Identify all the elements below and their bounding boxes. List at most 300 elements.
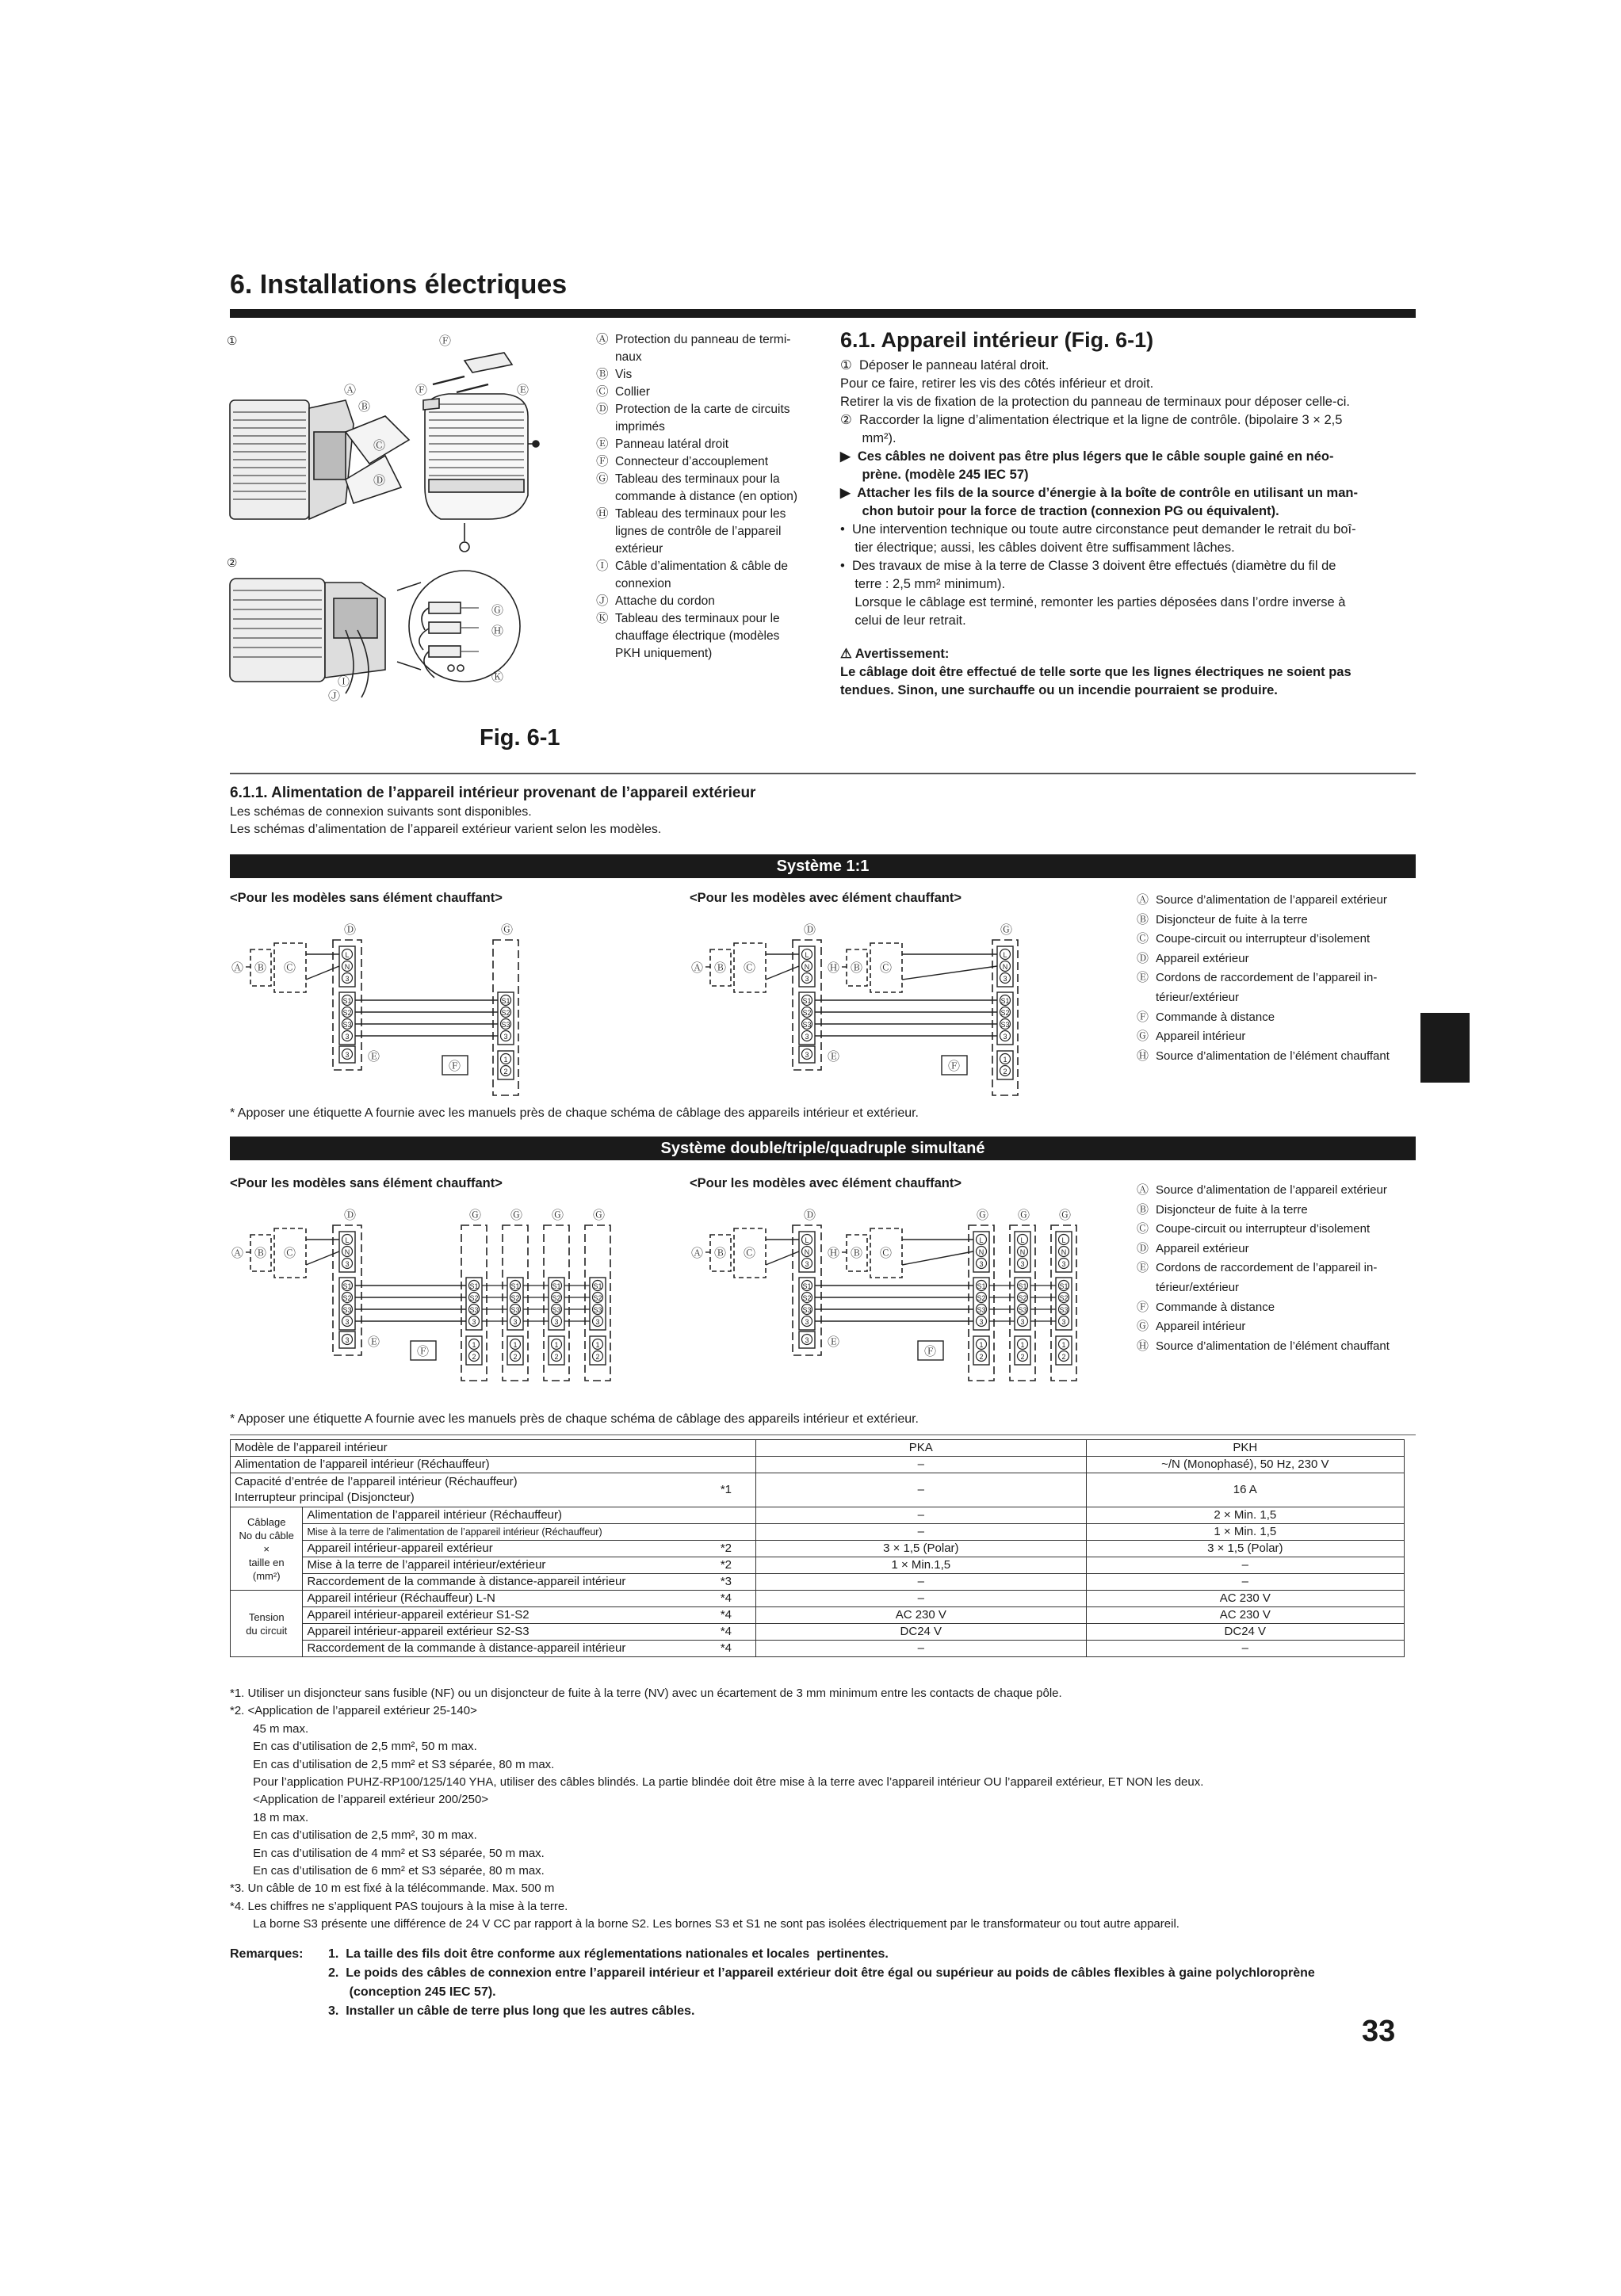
footnote-line: *1. Utiliser un disjoncteur sans fusible (NF) ou un disjoncteur de fuite à la terre (NV) avec un écartement de 3 mm minimum entre les contacts de chaque pôle. [230,1687,1062,1700]
remark-item: (conception 245 IEC 57). [328,1985,496,1999]
s611-line-2: Les schémas d’alimentation de l’appareil extérieur varient selon les modèles. [230,823,662,836]
legend-item [596,558,810,575]
legend-item [596,366,810,384]
terminal-label: S2 [552,1294,561,1302]
terminal-label: S2 [1059,1294,1069,1302]
footnote-line: En cas d’utilisation de 2,5 mm², 30 m max. [230,1828,477,1843]
footnotes [230,1685,1203,1934]
warning-line-1: Le câblage doit être effectué de telle sorte que les lignes électriques ne soient pas [840,665,1351,679]
legend-item [1137,1220,1422,1240]
legend-item [596,575,810,593]
row-label: Appareil intérieur-appareil extérieur [307,1541,493,1555]
s61-line: celui de leur retrait. [840,613,966,628]
terminal-label: S1 [510,1282,520,1290]
label-b: Ⓑ [254,1247,267,1260]
row-label: Alimentation de l’appareil intérieur (Réchauffeur) [307,1508,562,1522]
row-mark: *4 [720,1641,732,1655]
table-cell [303,1624,756,1641]
label-c: Ⓒ [744,1247,756,1260]
terminal-label: L [805,951,809,959]
legend-key: Ⓒ [1137,1222,1149,1236]
legend-key: Ⓑ [1137,912,1149,926]
capacity-mark: *1 [720,1483,732,1496]
sys2-diagram-no-heater [228,1205,672,1391]
table-cell: – [756,1507,1087,1524]
sys2-legend [1137,1181,1422,1356]
table-row [231,1541,1405,1557]
label-f: Ⓕ [948,1060,961,1073]
legend-key: Ⓗ [596,507,609,521]
fig-6-1-drawing [227,329,591,701]
warning-title: Avertissement: [854,647,950,661]
table-cell: AC 230 V [756,1607,1087,1624]
table-cell: Alimentation de l’appareil intérieur (Réchauffeur) [231,1457,756,1473]
s61-line: terre : 2,5 mm² minimum). [840,577,1006,591]
table-row [231,1457,1405,1473]
legend-item [1137,1240,1422,1259]
terminal-label: 2 [1020,1353,1025,1361]
terminal-label: S1 [1059,1282,1069,1290]
terminal-label: S1 [1018,1282,1027,1290]
row-mark: *4 [720,1625,732,1638]
terminal-label: S3 [1018,1306,1027,1314]
legend-key: Ⓒ [596,385,609,399]
legend-text: imprimés [615,420,665,434]
footnote-line: Pour l’application PUHZ-RP100/125/140 YHA, utiliser des câbles blindés. La partie blindée doit être mise à la terre avec l’appareil intérieur OU l’appareil extérieur, ET NON les deux. [230,1775,1204,1790]
legend-key [596,488,615,506]
table-cell: AC 230 V [1086,1591,1404,1607]
terminal-label: 3 [345,1318,350,1326]
terminal-label: S1 [1000,997,1010,1005]
label-b: Ⓑ [714,1247,727,1260]
legend-key: Ⓙ [596,594,609,608]
s611-title: 6.1.1. Alimentation de l’appareil intérieur provenant de l’appareil extérieur [230,785,756,801]
terminal-label: S2 [501,1009,510,1017]
terminal-label: S3 [1000,1021,1010,1029]
legend-text: Appareil extérieur [1156,1241,1249,1255]
terminal-label: 1 [503,1056,508,1064]
s61-line: ① Déposer le panneau latéral droit. [840,358,1049,372]
system-1-1-bar: Système 1:1 [230,854,1416,878]
heater-wire [902,966,997,980]
table-row [231,1624,1405,1641]
label-a: Ⓐ [691,961,704,975]
table-cell [303,1541,756,1557]
terminal-label: 1 [472,1341,476,1349]
sys1-diagram-with-heater [688,919,1021,1106]
legend-item [596,488,810,506]
section-tab-marker [1420,1013,1470,1083]
legend-text: Tableau des terminaux pour le [615,612,780,625]
table-row [231,1641,1405,1657]
legend-key: Ⓓ [1137,1241,1149,1255]
legend-item [1137,1027,1422,1047]
callout-c: Ⓒ [373,439,386,453]
system-multi-bar: Système double/triple/quadruple simultané [230,1137,1416,1160]
legend-key [596,575,615,593]
breaker-label: Interrupteur principal (Disjoncteur) [235,1491,415,1504]
legend-item [596,506,810,523]
s61-line: Pour ce faire, retirer les vis des côtés inférieur et droit. [840,376,1154,391]
terminal-label: S1 [802,997,812,1005]
legend-item [1137,1278,1422,1298]
label-g: Ⓖ [593,1209,606,1222]
table-cell [303,1607,756,1624]
table-cell: – [756,1591,1087,1607]
label-b: Ⓑ [714,961,727,975]
table-cell: – [1086,1641,1404,1657]
table-cell: – [756,1473,1087,1507]
terminal-label: S3 [501,1021,510,1029]
spec-table [230,1439,1405,1657]
terminal-label: S1 [977,1282,986,1290]
terminal-label: 1 [979,1341,984,1349]
header-rule [230,309,1416,318]
terminal-label: 3 [1003,1033,1007,1041]
terminal-label: S2 [342,1294,352,1302]
legend-item [596,384,810,401]
table-cell [303,1641,756,1657]
terminal-label: 3 [345,1336,350,1344]
legend-text: Appareil extérieur [1156,951,1249,965]
label-g: Ⓖ [1000,923,1013,937]
terminal-label: 1 [554,1341,559,1349]
label-e: Ⓔ [368,1050,380,1064]
legend-key: Ⓚ [596,612,609,625]
s61-line: tier électrique; aussi, les câbles doivent être suffisamment lâches. [840,541,1235,555]
s61-title: 6.1. Appareil intérieur (Fig. 6-1) [840,328,1154,352]
sys1-left-heading: <Pour les modèles sans élément chauffant> [230,891,503,905]
terminal-label: S3 [977,1306,986,1314]
table-cell [303,1524,756,1541]
legend-key: Ⓔ [1137,1261,1149,1275]
terminal-label: L [1061,1236,1066,1244]
s61-line: Lorsque le câblage est terminé, remonter les parties déposées dans l’ordre inverse à [840,595,1346,609]
terminal-label: L [345,1236,350,1244]
callout-i: Ⓘ [338,675,350,689]
footnote-line: *3. Un câble de 10 m est fixé à la télécommande. Max. 500 m [230,1881,555,1896]
legend-item [1137,911,1422,930]
legend-key: Ⓖ [1137,1320,1149,1334]
terminal-label: 3 [979,1318,984,1326]
s61-line: • Une intervention technique ou toute autre circonstance peut demander le retrait du boî- [840,522,1356,537]
table-cell: – [1086,1574,1404,1591]
table-row [231,1507,1405,1524]
legend-text: Tableau des terminaux pour les [615,507,786,521]
terminal-label: 2 [979,1353,984,1361]
label-e: Ⓔ [368,1335,380,1349]
label-b: Ⓑ [851,1247,863,1260]
row-mark: *2 [720,1541,732,1555]
table-cell: – [1086,1557,1404,1574]
terminal-label: L [805,1236,809,1244]
legend-key [596,541,615,558]
legend-key: Ⓒ [1137,932,1149,946]
label-c: Ⓒ [880,1247,893,1260]
wire [306,966,339,980]
legend-text: Protection de la carte de circuits [615,403,790,416]
sys2-diagram-with-heater [688,1205,1132,1391]
wire [766,1251,799,1265]
row-label: Mise à la terre de l’appareil intérieur/extérieur [307,1558,546,1572]
legend-key [596,523,615,541]
terminal-label: S2 [510,1294,520,1302]
label-d: Ⓓ [804,1209,816,1222]
callout-h: Ⓗ [491,625,504,638]
terminal-label: S3 [342,1306,352,1314]
label-f: Ⓕ [417,1345,430,1358]
label-f: Ⓕ [924,1345,937,1358]
terminal-label: 3 [513,1318,518,1326]
terminal-label: 2 [1003,1068,1007,1075]
table-row [231,1440,1405,1457]
legend-text: Connecteur d’accouplement [615,455,769,468]
terminal-label: N [978,1248,984,1256]
terminal-label: 3 [1061,1260,1066,1268]
legend-text: Collier [615,385,650,399]
callout-j: Ⓙ [328,690,341,701]
terminal-label: 1 [595,1341,600,1349]
legend-item [1137,988,1422,1008]
legend-key [596,628,615,645]
table-cell: 1 × Min. 1,5 [1086,1524,1404,1541]
terminal-label: S3 [802,1021,812,1029]
terminal-label: 1 [513,1341,518,1349]
s61-line: Retirer la vis de fixation de la protection du panneau de terminaux pour déposer celle-ci. [840,395,1350,409]
table-cell: – [756,1524,1087,1541]
row-mark: *4 [720,1591,732,1605]
row-mark: *3 [720,1575,732,1588]
row-label: Mise à la terre de l’alimentation de l’appareil intérieur (Réchauffeur) [307,1526,602,1538]
table-cell: 2 × Min. 1,5 [1086,1507,1404,1524]
terminal-label: S2 [1018,1294,1027,1302]
legend-item [596,418,810,436]
label-d: Ⓓ [804,923,816,937]
label-f: Ⓕ [449,1060,461,1073]
table-row [231,1591,1405,1607]
legend-item [1137,1317,1422,1337]
label-g: Ⓖ [552,1209,564,1222]
label-c: Ⓒ [284,1247,296,1260]
legend-text: Appareil intérieur [1156,1030,1246,1044]
legend-text: connexion [615,577,671,590]
legend-text: Appareil intérieur [1156,1320,1246,1334]
heater-wire [902,1251,973,1265]
terminal-label: S1 [469,1282,479,1290]
legend-text: Source d’alimentation de l’élément chauffant [1156,1049,1390,1063]
legend-text: térieur/extérieur [1156,990,1240,1004]
legend-text: Source d’alimentation de l’appareil extérieur [1156,1183,1387,1197]
section-title: 6. Installations électriques [230,269,568,300]
terminal-label: 3 [345,975,350,983]
s61-line: • Des travaux de mise à la terre de Classe 3 doivent être effectués (diamètre du fil de [840,559,1336,573]
callout-a: Ⓐ [344,384,357,397]
s61-line: ▶ Ces câbles ne doivent pas être plus légers que le câble souple gainé en néo- [840,449,1334,464]
legend-key: Ⓘ [596,560,609,573]
label-e: Ⓔ [828,1050,840,1064]
table-cell: 3 × 1,5 (Polar) [756,1541,1087,1557]
sys1-legend [1137,891,1422,1066]
table-cell [231,1473,756,1507]
legend-text: Disjoncteur de fuite à la terre [1156,912,1308,926]
row-mark: *2 [720,1558,732,1572]
divider-1 [230,773,1416,774]
terminal-label: S2 [977,1294,986,1302]
legend-key: Ⓐ [1137,1183,1149,1197]
legend-text: Source d’alimentation de l’appareil extérieur [1156,893,1387,907]
terminal-label: 1 [1020,1341,1025,1349]
legend-key: Ⓓ [1137,951,1149,965]
terminal-label: S2 [1000,1009,1010,1017]
legend-text: Disjoncteur de fuite à la terre [1156,1202,1308,1217]
table-row [231,1574,1405,1591]
legend-item [1137,1008,1422,1028]
table-cell: AC 230 V [1086,1607,1404,1624]
terminal-label: 3 [554,1318,559,1326]
fig-6-1-label: Fig. 6-1 [480,725,560,751]
terminal-label: L [345,951,350,959]
s611-line-1: Les schémas de connexion suivants sont disponibles. [230,805,532,819]
legend-text: Cordons de raccordement de l’appareil in- [1156,971,1378,985]
footnote-line: 45 m max. [230,1721,309,1736]
terminal-label: S3 [510,1306,520,1314]
legend-item [1137,930,1422,949]
label-g: Ⓖ [469,1209,482,1222]
legend-key: Ⓖ [1137,1030,1149,1044]
warning-icon: ⚠ [840,647,852,661]
legend-text: commande à distance (en option) [615,490,798,503]
callout-b: Ⓑ [358,400,371,414]
footnote-line: En cas d’utilisation de 2,5 mm², 50 m max. [230,1740,477,1754]
table-cell [303,1591,756,1607]
sys1-note: * Apposer une étiquette A fournie avec les manuels près de chaque schéma de câblage des appareils intérieur et extérieur. [230,1106,919,1120]
legend-item [1137,1047,1422,1067]
terminal-label: S2 [802,1009,812,1017]
legend-item [596,401,810,418]
footnote-line: En cas d’utilisation de 6 mm² et S3 séparée, 80 m max. [230,1864,545,1878]
terminal-label: N [344,963,350,971]
row-label: Raccordement de la commande à distance-appareil intérieur [307,1641,626,1655]
terminal-label: S1 [552,1282,561,1290]
terminal-label: S3 [552,1306,561,1314]
terminal-label: S1 [802,1282,812,1290]
terminal-label: 3 [595,1318,600,1326]
terminal-label: 3 [805,1318,809,1326]
terminal-label: L [979,1236,984,1244]
legend-text: naux [615,350,642,364]
terminal-label: 3 [503,1033,508,1041]
label-c: Ⓒ [284,961,296,975]
legend-item [596,436,810,453]
remarks-list [328,1945,1315,2021]
terminal-label: 3 [805,975,809,983]
terminal-label: S2 [802,1294,812,1302]
legend-item [1137,1337,1422,1357]
s61-line: chon butoir pour la force de traction (connexion PG ou équivalent). [840,504,1279,518]
s61-warning [840,645,1419,700]
table-head-label: Modèle de l’appareil intérieur [231,1440,756,1457]
table-head-pka: PKA [756,1440,1087,1457]
legend-item [596,523,810,541]
terminal-label: 3 [805,1051,809,1059]
table-cell: – [756,1457,1087,1473]
label-h: Ⓗ [828,961,840,975]
legend-key: Ⓐ [596,333,609,346]
wire [306,1251,339,1265]
terminal-label: 2 [1061,1353,1066,1361]
callout-d: Ⓓ [373,474,386,487]
legend-item [596,610,810,628]
table-cell [303,1574,756,1591]
s61-line: ▶ Attacher les fils de la source d’énergie à la boîte de contrôle en utilisant un man- [840,486,1358,500]
legend-key: Ⓑ [1137,1202,1149,1217]
legend-key: Ⓗ [1137,1049,1149,1063]
label-g: Ⓖ [510,1209,523,1222]
warning-line-2: tendues. Sinon, une surchauffe ou un incendie pourraient se produire. [840,683,1278,697]
legend-key: Ⓕ [1137,1300,1149,1314]
legend-text: térieur/extérieur [1156,1280,1240,1294]
legend-item [596,453,810,471]
terminal-label: 3 [1003,975,1007,983]
legend-key [596,418,615,436]
sys2-note: * Apposer une étiquette A fournie avec les manuels près de chaque schéma de câblage des appareils intérieur et extérieur. [230,1412,919,1426]
legend-text: Câble d’alimentation & câble de [615,560,788,573]
terminal-label: N [1002,963,1008,971]
terminal-label: 3 [1020,1318,1025,1326]
legend-key [596,645,615,663]
table-cell: DC24 V [1086,1624,1404,1641]
terminal-label: N [804,963,810,971]
legend-key: Ⓐ [1137,893,1149,907]
callout-e: Ⓔ [517,384,530,397]
terminal-label: 3 [472,1318,476,1326]
terminal-label: S3 [1059,1306,1069,1314]
terminal-label: 2 [554,1353,559,1361]
table-row [231,1473,1405,1507]
legend-item [596,593,810,610]
legend-key: Ⓗ [1137,1339,1149,1353]
legend-item [1137,949,1422,969]
legend-key [596,349,615,366]
table-group-label: Câblage No du câble × taille en (mm²) [231,1507,303,1591]
terminal-label: 3 [805,1260,809,1268]
terminal-label: 2 [472,1353,476,1361]
wire [766,966,799,980]
legend-key [1137,1278,1156,1298]
legend-item [1137,1201,1422,1221]
terminal-label: 1 [1061,1341,1066,1349]
sys1-right-heading: <Pour les modèles avec élément chauffant> [690,891,962,905]
label-g: Ⓖ [977,1209,989,1222]
terminal-label: 2 [503,1068,508,1075]
page-number: 33 [1362,2015,1396,2048]
label-b: Ⓑ [851,961,863,975]
label-d: Ⓓ [344,1209,357,1222]
table-row [231,1607,1405,1624]
legend-text: lignes de contrôle de l’appareil [615,525,782,538]
legend-text: Commande à distance [1156,1010,1275,1024]
label-c: Ⓒ [744,961,756,975]
footnote-line: <Application de l’appareil extérieur 200/250> [230,1793,489,1807]
legend-text: Source d’alimentation de l’élément chauffant [1156,1339,1390,1353]
terminal-label: S2 [469,1294,479,1302]
legend-key: Ⓓ [596,403,609,416]
terminal-label: 3 [1061,1318,1066,1326]
label-g: Ⓖ [1059,1209,1072,1222]
callout-k: Ⓚ [491,670,504,684]
label-b: Ⓑ [254,961,267,975]
table-cell: – [756,1574,1087,1591]
